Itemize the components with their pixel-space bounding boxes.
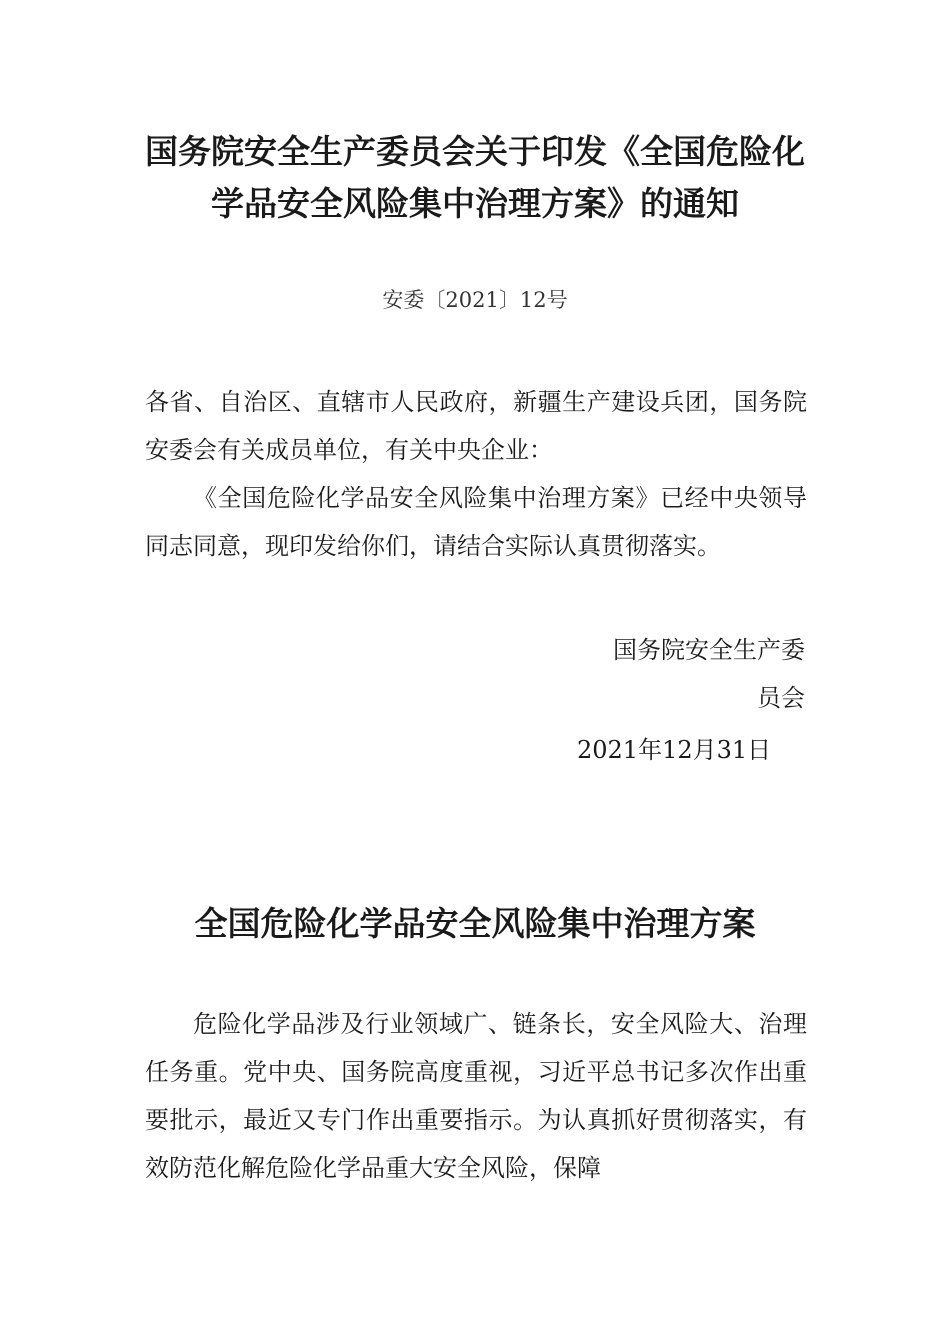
notice-title: 国务院安全生产委员会关于印发《全国危险化学品安全风险集中治理方案》的通知 — [145, 132, 805, 223]
addressee-paragraph: 各省、自治区、直辖市人民政府，新疆生产建设兵团，国务院安委会有关成员单位，有关中央企业： — [145, 388, 807, 464]
document-number: 安委〔2021〕12号 — [382, 288, 568, 312]
issue-date: 2021年12月31日 — [577, 736, 772, 764]
plan-title: 全国危险化学品安全风险集中治理方案 — [194, 904, 756, 943]
issuer-signature: 国务院安全生产委员会 — [613, 636, 805, 712]
plan-intro-paragraph: 危险化学品涉及行业领域广、链条长，安全风险大、治理任务重。党中央、国务院高度重视，习近平总书记多次作出重要批示，最近又专门作出重要指示。为认真抓好贯彻落实，有效防范化解危险化学品重大安全风险，保障 — [145, 1010, 807, 1182]
notice-body-paragraph: 《全国危险化学品安全风险集中治理方案》已经中央领导同志同意，现印发给你们，请结合实际认真贯彻落实。 — [145, 484, 807, 560]
